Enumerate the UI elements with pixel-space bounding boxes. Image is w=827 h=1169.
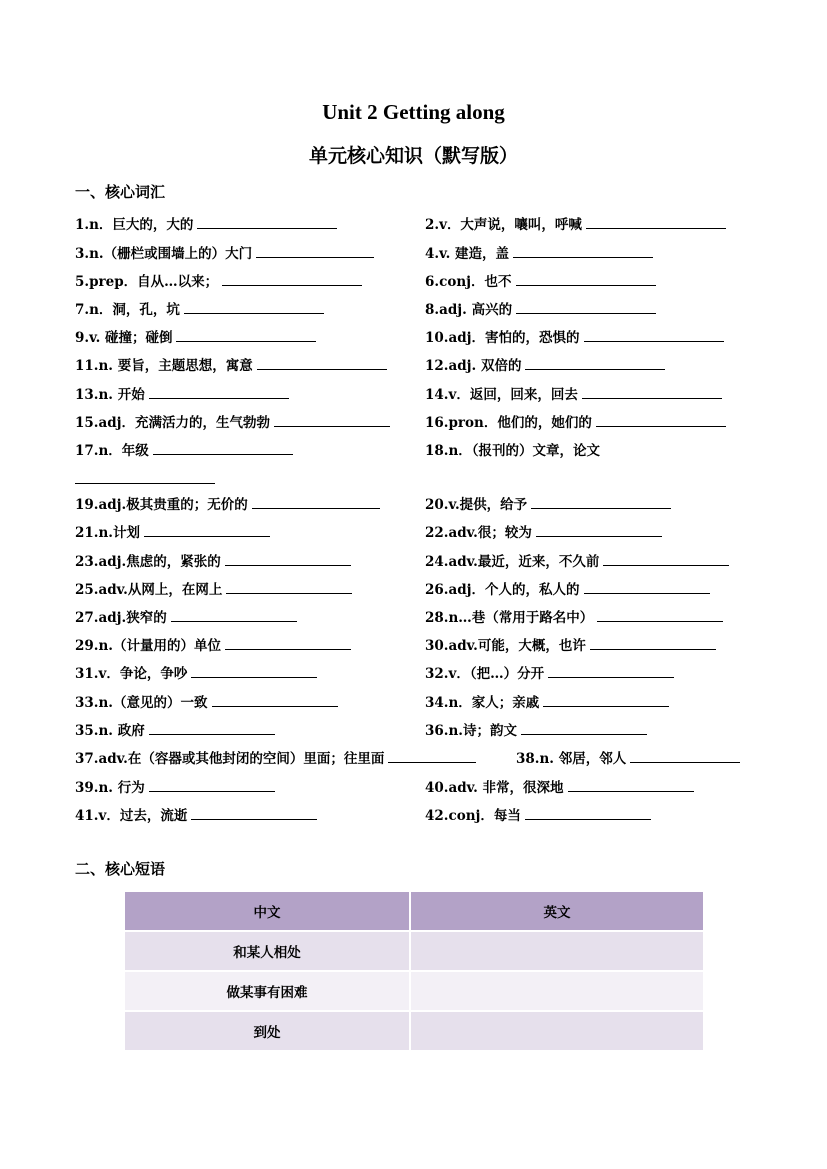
- vocab-item: 19.adj.极其贵重的；无价的: [75, 493, 380, 513]
- answer-blank[interactable]: [256, 244, 374, 258]
- vocab-item: 34.n．家人；亲戚: [425, 691, 669, 711]
- answer-blank[interactable]: [149, 721, 275, 735]
- answer-blank[interactable]: [212, 693, 338, 707]
- vocab-item: 27.adj.狭窄的: [75, 606, 297, 626]
- answer-blank[interactable]: [525, 356, 665, 370]
- answer-blank[interactable]: [75, 483, 215, 484]
- vocab-item: 5.prep．自从…以来；: [75, 270, 362, 290]
- answer-blank[interactable]: [197, 215, 337, 229]
- table-row: [125, 971, 703, 1011]
- vocab-item: 9.v. 碰撞；碰倒: [75, 326, 316, 346]
- vocab-item: 14.v．返回，回来，回去: [425, 383, 722, 403]
- answer-blank[interactable]: [590, 636, 716, 650]
- answer-blank[interactable]: [584, 580, 710, 594]
- phrase-english-cell[interactable]: [410, 971, 703, 1011]
- section-heading-phrases: 二、核心短语: [75, 860, 166, 878]
- vocab-item: 32.v．（把…）分开: [425, 662, 674, 682]
- answer-blank[interactable]: [597, 608, 723, 622]
- vocab-item: 31.v．争论，争吵: [75, 662, 317, 682]
- answer-blank[interactable]: [225, 552, 351, 566]
- answer-blank[interactable]: [603, 552, 729, 566]
- answer-blank[interactable]: [516, 272, 656, 286]
- answer-blank[interactable]: [584, 328, 724, 342]
- vocab-item: 21.n.计划: [75, 521, 270, 541]
- answer-blank[interactable]: [153, 441, 293, 455]
- answer-blank[interactable]: [144, 523, 270, 537]
- vocab-item: 29.n.（计量用的）单位: [75, 634, 351, 654]
- vocab-item: 24.adv.最近，近来，不久前: [425, 550, 729, 570]
- column-header-chinese: 中文: [125, 892, 410, 931]
- page-title: Unit 2 Getting along: [322, 100, 505, 124]
- phrase-chinese-cell: 和某人相处: [125, 931, 410, 971]
- vocab-item: 41.v．过去，流逝: [75, 804, 317, 824]
- answer-blank[interactable]: [225, 636, 351, 650]
- answer-blank[interactable]: [176, 328, 316, 342]
- answer-blank[interactable]: [548, 664, 674, 678]
- vocab-item: 36.n.诗；韵文: [425, 719, 647, 739]
- answer-blank[interactable]: [582, 385, 722, 399]
- phrase-table: [125, 892, 703, 1050]
- answer-blank[interactable]: [184, 300, 324, 314]
- vocab-item: 33.n.（意见的）一致: [75, 691, 338, 711]
- vocab-item: 42.conj．每当: [425, 804, 651, 824]
- vocab-item: 4.v. 建造，盖: [425, 242, 653, 262]
- vocab-item: 20.v.提供，给予: [425, 493, 671, 513]
- phrase-chinese-cell: 做某事有困难: [125, 971, 410, 1011]
- vocab-item: 3.n.（栅栏或围墙上的）大门: [75, 242, 374, 262]
- answer-blank[interactable]: [222, 272, 362, 286]
- vocab-item: 28.n…巷（常用于路名中）: [425, 606, 723, 626]
- answer-blank[interactable]: [521, 721, 647, 735]
- vocab-item: 10.adj．害怕的，恐惧的: [425, 326, 724, 346]
- answer-blank[interactable]: [257, 356, 387, 370]
- vocab-item: 12.adj. 双倍的: [425, 354, 665, 374]
- vocab-item: 11.n. 要旨，主题思想，寓意: [75, 354, 387, 374]
- answer-blank[interactable]: [252, 495, 380, 509]
- section-heading-vocabulary: 一、核心词汇: [75, 183, 166, 201]
- answer-blank[interactable]: [586, 215, 726, 229]
- answer-blank[interactable]: [149, 778, 275, 792]
- answer-blank[interactable]: [543, 693, 669, 707]
- answer-blank[interactable]: [525, 806, 651, 820]
- answer-blank[interactable]: [226, 580, 352, 594]
- table-row: [125, 1011, 703, 1050]
- vocab-item: 22.adv.很；较为: [425, 521, 662, 541]
- answer-blank[interactable]: [191, 664, 317, 678]
- answer-blank[interactable]: [513, 244, 653, 258]
- answer-blank[interactable]: [149, 385, 289, 399]
- phrase-english-cell[interactable]: [410, 1011, 703, 1050]
- table-row: [125, 931, 703, 971]
- column-header-english: 英文: [410, 892, 703, 931]
- answer-blank[interactable]: [516, 300, 656, 314]
- vocab-item: 38.n. 邻居，邻人: [516, 747, 740, 767]
- vocab-item: 15.adj．充满活力的，生气勃勃: [75, 411, 390, 431]
- answer-blank[interactable]: [531, 495, 671, 509]
- page-subtitle: 单元核心知识（默写版）: [308, 145, 518, 167]
- vocab-item: 39.n. 行为: [75, 776, 275, 796]
- answer-blank[interactable]: [274, 413, 390, 427]
- vocab-item: 35.n. 政府: [75, 719, 275, 739]
- vocab-item: 23.adj.焦虑的，紧张的: [75, 550, 351, 570]
- vocab-item: 26.adj．个人的，私人的: [425, 578, 710, 598]
- vocab-item: 13.n. 开始: [75, 383, 289, 403]
- vocab-item: 6.conj．也不: [425, 270, 656, 290]
- answer-blank[interactable]: [536, 523, 662, 537]
- vocab-item: 25.adv.从网上，在网上: [75, 578, 352, 598]
- vocab-item: 37.adv.在（容器或其他封闭的空间）里面；往里面: [75, 747, 476, 767]
- answer-blank[interactable]: [596, 413, 726, 427]
- answer-blank[interactable]: [191, 806, 317, 820]
- answer-blank[interactable]: [388, 749, 476, 763]
- vocab-item: 30.adv.可能，大概，也许: [425, 634, 716, 654]
- vocab-item: 18.n．（报刊的）文章，论文: [425, 443, 601, 459]
- answer-blank[interactable]: [171, 608, 297, 622]
- vocab-item: 1.n．巨大的，大的: [75, 213, 337, 233]
- phrase-chinese-cell: 到处: [125, 1011, 410, 1050]
- phrase-english-cell[interactable]: [410, 931, 703, 971]
- vocab-item: 40.adv. 非常，很深地: [425, 776, 694, 796]
- answer-blank[interactable]: [630, 749, 740, 763]
- vocab-item: 17.n．年级: [75, 439, 293, 459]
- vocab-item: 8.adj. 高兴的: [425, 298, 656, 318]
- vocab-item: 16.pron．他们的，她们的: [425, 411, 726, 431]
- vocab-item: 7.n．洞，孔，坑: [75, 298, 324, 318]
- table-header-row: [125, 892, 703, 931]
- answer-blank[interactable]: [568, 778, 694, 792]
- vocab-item: 2.v．大声说，嚷叫，呼喊: [425, 213, 726, 233]
